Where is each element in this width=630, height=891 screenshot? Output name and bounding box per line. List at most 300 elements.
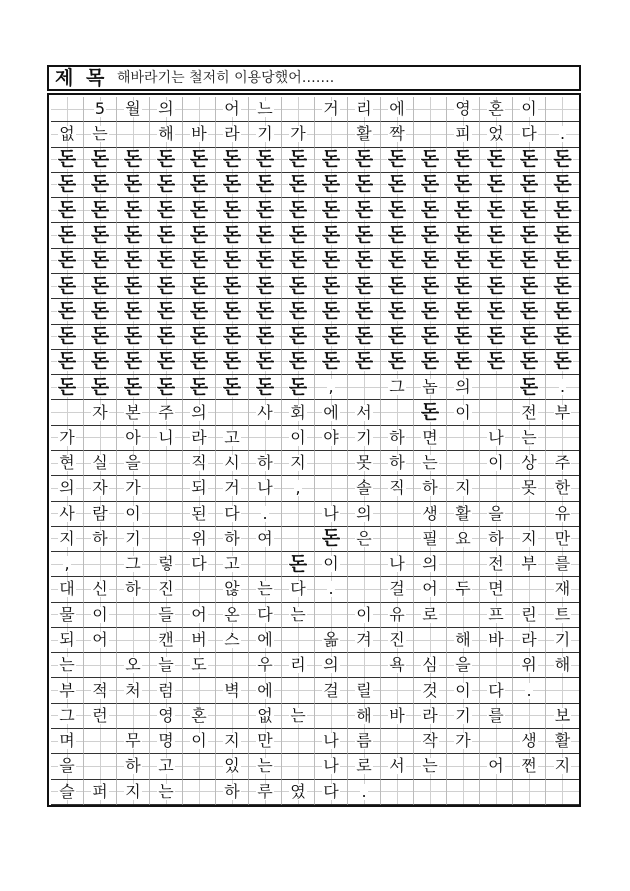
cell-character: 의 bbox=[356, 503, 372, 523]
cell-character: 있 bbox=[224, 756, 240, 776]
grid-cell bbox=[447, 653, 480, 678]
grid-cell bbox=[348, 754, 381, 779]
cell-character: 런 bbox=[92, 705, 108, 725]
grid-cell bbox=[117, 350, 150, 375]
grid-cell bbox=[216, 577, 249, 602]
grid-cell bbox=[51, 527, 84, 552]
cell-character: 돈 bbox=[321, 148, 341, 171]
cell-character: . bbox=[262, 503, 268, 523]
cell-character: 돈 bbox=[222, 375, 242, 398]
cell-character: 돈 bbox=[553, 198, 572, 221]
grid-cell bbox=[315, 299, 348, 324]
cell-character: 돈 bbox=[387, 299, 407, 322]
grid-cell bbox=[51, 451, 84, 476]
grid-cell bbox=[546, 148, 579, 173]
cell-character: 돈 bbox=[156, 198, 176, 221]
cell-character: 자 bbox=[92, 478, 108, 498]
cell-character: 물 bbox=[59, 604, 75, 624]
cell-character: 돈 bbox=[420, 299, 440, 322]
grid-cell bbox=[546, 122, 579, 147]
grid-cell bbox=[282, 198, 315, 223]
grid-cell bbox=[546, 653, 579, 678]
grid-cell bbox=[381, 502, 414, 527]
cell-character: 재 bbox=[554, 579, 571, 599]
cell-character: 만 bbox=[554, 528, 571, 548]
grid-cell bbox=[150, 527, 183, 552]
grid-cell bbox=[513, 223, 546, 248]
grid-cell bbox=[315, 729, 348, 754]
cell-character: 해 bbox=[158, 124, 174, 144]
cell-character: 기 bbox=[356, 427, 372, 447]
grid-cell bbox=[414, 148, 447, 173]
cell-character: 이 bbox=[92, 604, 108, 624]
cell-character: 돈 bbox=[189, 375, 209, 398]
grid-cell bbox=[216, 274, 249, 299]
grid-cell bbox=[546, 628, 579, 653]
grid-cell bbox=[183, 628, 216, 653]
cell-character: 돈 bbox=[189, 325, 209, 348]
grid-cell bbox=[216, 729, 249, 754]
grid-cell bbox=[117, 375, 150, 400]
cell-character: 돈 bbox=[189, 350, 209, 373]
grid-cell bbox=[315, 577, 348, 602]
cell-character: 돈 bbox=[553, 299, 572, 322]
grid-cell bbox=[447, 223, 480, 248]
grid-cell bbox=[480, 299, 513, 324]
cell-character: 돈 bbox=[222, 350, 242, 373]
cell-character: 돈 bbox=[255, 249, 275, 272]
cell-character: 보 bbox=[554, 705, 571, 725]
cell-character: 린 bbox=[521, 604, 537, 624]
grid-cell bbox=[381, 375, 414, 400]
cell-character: 것 bbox=[422, 680, 438, 700]
grid-cell bbox=[546, 476, 579, 501]
grid-cell bbox=[348, 451, 381, 476]
cell-character: 실 bbox=[92, 453, 108, 473]
cell-character: 다 bbox=[191, 554, 207, 574]
cell-character: 에 bbox=[323, 402, 339, 422]
grid-cell bbox=[216, 426, 249, 451]
cell-character: 돈 bbox=[189, 148, 209, 171]
cell-character: 걸 bbox=[323, 680, 339, 700]
cell-character: 처 bbox=[125, 680, 141, 700]
cell-character: 부 bbox=[554, 402, 571, 422]
cell-character: 돈 bbox=[453, 325, 473, 348]
grid-cell bbox=[447, 97, 480, 122]
grid-cell bbox=[315, 451, 348, 476]
grid-cell bbox=[84, 350, 117, 375]
cell-character: 돈 bbox=[486, 350, 506, 373]
grid-cell bbox=[84, 527, 117, 552]
grid-cell bbox=[348, 97, 381, 122]
cell-character: 돈 bbox=[486, 299, 506, 322]
grid-cell bbox=[117, 426, 150, 451]
cell-character: 이 bbox=[125, 503, 141, 523]
grid-cell bbox=[117, 148, 150, 173]
grid-cell bbox=[117, 451, 150, 476]
cell-character: 가 bbox=[59, 427, 75, 447]
grid-cell bbox=[249, 628, 282, 653]
cell-character: 위 bbox=[191, 528, 207, 548]
cell-character: 위 bbox=[521, 655, 537, 675]
cell-character: 캔 bbox=[158, 630, 174, 650]
cell-character: 다 bbox=[488, 680, 504, 700]
grid-cell bbox=[480, 400, 513, 425]
grid-cell bbox=[381, 198, 414, 223]
grid-cell bbox=[183, 223, 216, 248]
cell-character: 를 bbox=[488, 705, 504, 725]
grid-cell bbox=[183, 577, 216, 602]
grid-cell bbox=[282, 577, 315, 602]
grid-cell bbox=[282, 97, 315, 122]
cell-character: 하 bbox=[422, 478, 438, 498]
cell-character: 돈 bbox=[90, 249, 110, 272]
cell-character: 람 bbox=[92, 503, 108, 523]
grid-cell bbox=[249, 577, 282, 602]
grid-cell bbox=[546, 704, 579, 729]
cell-character: 돈 bbox=[321, 198, 341, 221]
cell-character: 루 bbox=[257, 781, 273, 801]
grid-cell bbox=[51, 274, 84, 299]
grid-cell bbox=[513, 249, 546, 274]
cell-character: 어 bbox=[488, 756, 504, 776]
grid-cell bbox=[480, 325, 513, 350]
grid-cell bbox=[216, 603, 249, 628]
grid-cell bbox=[117, 122, 150, 147]
cell-character: 는 bbox=[257, 756, 273, 776]
grid-cell bbox=[249, 375, 282, 400]
cell-character: 돈 bbox=[222, 198, 242, 221]
cell-character: 쩐 bbox=[521, 756, 537, 776]
cell-character: 돈 bbox=[189, 249, 209, 272]
grid-cell bbox=[414, 577, 447, 602]
cell-character: 돈 bbox=[453, 299, 473, 322]
grid-cell bbox=[117, 97, 150, 122]
cell-character: 의 bbox=[323, 655, 339, 675]
cell-character: 작 bbox=[422, 731, 438, 751]
grid-cell bbox=[117, 274, 150, 299]
cell-character: 돈 bbox=[354, 224, 374, 247]
grid-cell bbox=[546, 577, 579, 602]
cell-character: 돈 bbox=[321, 527, 341, 550]
cell-character: 을 bbox=[455, 655, 471, 675]
grid-cell bbox=[513, 754, 546, 779]
grid-cell bbox=[414, 223, 447, 248]
cell-character: 돈 bbox=[420, 325, 440, 348]
grid-cell bbox=[150, 754, 183, 779]
grid-cell bbox=[348, 299, 381, 324]
grid-cell bbox=[183, 780, 216, 805]
grid-cell bbox=[447, 198, 480, 223]
grid-cell bbox=[282, 628, 315, 653]
grid-cell bbox=[480, 603, 513, 628]
cell-character: 돈 bbox=[288, 299, 308, 322]
grid-cell bbox=[315, 173, 348, 198]
cell-character: 스 bbox=[224, 630, 240, 650]
grid-cell bbox=[117, 223, 150, 248]
cell-character: 지 bbox=[521, 528, 537, 548]
grid-cell bbox=[282, 325, 315, 350]
grid-cell bbox=[216, 173, 249, 198]
cell-character: 라 bbox=[224, 124, 240, 144]
cell-character: 벽 bbox=[224, 680, 240, 700]
cell-character: 5 bbox=[94, 99, 106, 119]
cell-character: 돈 bbox=[321, 249, 341, 272]
grid-cell bbox=[183, 603, 216, 628]
grid-cell bbox=[315, 780, 348, 805]
cell-character: 되 bbox=[59, 630, 75, 650]
grid-cell bbox=[315, 148, 348, 173]
cell-character: 지 bbox=[455, 478, 471, 498]
grid-cell bbox=[150, 678, 183, 703]
cell-character: 라 bbox=[422, 705, 438, 725]
cell-character: 되 bbox=[191, 478, 207, 498]
cell-character: 어 bbox=[224, 99, 240, 119]
manuscript-grid bbox=[51, 97, 579, 805]
grid-cell bbox=[150, 325, 183, 350]
grid-cell bbox=[480, 754, 513, 779]
cell-character: 해 bbox=[455, 630, 471, 650]
cell-character: 그 bbox=[389, 377, 405, 397]
grid-cell bbox=[414, 780, 447, 805]
grid-cell bbox=[216, 97, 249, 122]
grid-cell bbox=[414, 274, 447, 299]
cell-character: 혼 bbox=[488, 99, 504, 119]
grid-cell bbox=[183, 274, 216, 299]
cell-character: 버 bbox=[191, 630, 207, 650]
cell-character: 돈 bbox=[354, 173, 374, 196]
grid-cell bbox=[282, 148, 315, 173]
grid-cell bbox=[348, 426, 381, 451]
grid-cell bbox=[216, 552, 249, 577]
cell-character: 영 bbox=[455, 99, 471, 119]
cell-character: 명 bbox=[158, 731, 174, 751]
grid-cell bbox=[282, 274, 315, 299]
grid-cell bbox=[513, 527, 546, 552]
grid-cell bbox=[282, 527, 315, 552]
cell-character: 렇 bbox=[158, 554, 174, 574]
grid-cell bbox=[51, 299, 84, 324]
grid-cell bbox=[117, 678, 150, 703]
cell-character: 돈 bbox=[387, 274, 407, 297]
cell-character: 퍼 bbox=[92, 781, 108, 801]
cell-character: 돈 bbox=[288, 173, 308, 196]
grid-cell bbox=[348, 704, 381, 729]
grid-cell bbox=[216, 249, 249, 274]
cell-character: 활 bbox=[554, 731, 571, 751]
cell-character: 해 bbox=[554, 655, 571, 675]
cell-character: 돈 bbox=[222, 173, 242, 196]
grid-cell bbox=[447, 704, 480, 729]
grid-cell bbox=[315, 223, 348, 248]
cell-character: 돈 bbox=[553, 148, 572, 171]
cell-character: 하 bbox=[389, 453, 405, 473]
cell-character: 돈 bbox=[387, 224, 407, 247]
cell-character: 의 bbox=[191, 402, 207, 422]
cell-character: 월 bbox=[125, 99, 141, 119]
cell-character: 기 bbox=[125, 528, 141, 548]
grid-cell bbox=[480, 173, 513, 198]
cell-character: 돈 bbox=[486, 274, 506, 297]
grid-cell bbox=[513, 577, 546, 602]
cell-character: 을 bbox=[488, 503, 504, 523]
grid-cell bbox=[348, 502, 381, 527]
cell-character: 돈 bbox=[486, 148, 506, 171]
cell-character: 돈 bbox=[288, 198, 308, 221]
cell-character: 짝 bbox=[389, 124, 405, 144]
grid-cell bbox=[150, 426, 183, 451]
grid-cell bbox=[216, 653, 249, 678]
cell-character: 돈 bbox=[57, 274, 77, 297]
grid-cell bbox=[150, 704, 183, 729]
cell-character: 신 bbox=[92, 579, 108, 599]
grid-cell bbox=[282, 173, 315, 198]
grid-cell bbox=[51, 325, 84, 350]
cell-character: 돈 bbox=[519, 224, 539, 247]
cell-character: 어 bbox=[422, 579, 438, 599]
grid-cell bbox=[513, 653, 546, 678]
cell-character: 돈 bbox=[453, 249, 473, 272]
grid-cell bbox=[414, 754, 447, 779]
cell-character: 다 bbox=[521, 124, 537, 144]
grid-cell bbox=[480, 198, 513, 223]
grid-cell bbox=[216, 527, 249, 552]
grid-cell bbox=[150, 451, 183, 476]
cell-character: 는 bbox=[290, 705, 306, 725]
grid-cell bbox=[546, 603, 579, 628]
grid-cell bbox=[414, 426, 447, 451]
cell-character: 다 bbox=[257, 604, 273, 624]
grid-cell bbox=[480, 527, 513, 552]
cell-character: 돈 bbox=[354, 325, 374, 348]
grid-cell bbox=[51, 552, 84, 577]
grid-cell bbox=[447, 299, 480, 324]
grid-cell bbox=[51, 502, 84, 527]
grid-cell bbox=[282, 223, 315, 248]
cell-character: 겨 bbox=[356, 630, 372, 650]
cell-character: 돈 bbox=[123, 249, 143, 272]
grid-cell bbox=[282, 704, 315, 729]
cell-character: 적 bbox=[92, 680, 108, 700]
cell-character: 에 bbox=[257, 680, 273, 700]
cell-character: 돈 bbox=[321, 274, 341, 297]
grid-cell bbox=[348, 552, 381, 577]
grid-cell bbox=[216, 628, 249, 653]
cell-character: 하 bbox=[488, 528, 504, 548]
cell-character: 럼 bbox=[158, 680, 174, 700]
grid-cell bbox=[315, 527, 348, 552]
cell-character: 돈 bbox=[519, 148, 539, 171]
grid-cell bbox=[183, 552, 216, 577]
grid-cell bbox=[117, 299, 150, 324]
grid-cell bbox=[414, 451, 447, 476]
cell-character: 나 bbox=[323, 756, 339, 776]
cell-character: 바 bbox=[191, 124, 207, 144]
cell-character: . bbox=[328, 579, 334, 599]
cell-character: 돈 bbox=[222, 224, 242, 247]
cell-character: 돈 bbox=[255, 173, 275, 196]
grid-cell bbox=[249, 299, 282, 324]
grid-cell bbox=[381, 148, 414, 173]
grid-cell bbox=[282, 754, 315, 779]
grid-cell bbox=[150, 729, 183, 754]
cell-character: 돈 bbox=[222, 299, 242, 322]
grid-cell bbox=[348, 476, 381, 501]
grid-cell bbox=[315, 375, 348, 400]
grid-cell bbox=[216, 122, 249, 147]
grid-cell bbox=[183, 502, 216, 527]
grid-cell bbox=[117, 527, 150, 552]
grid-cell bbox=[348, 577, 381, 602]
cell-character: 그 bbox=[59, 705, 75, 725]
grid-cell bbox=[381, 223, 414, 248]
cell-character: 돈 bbox=[420, 198, 440, 221]
grid-cell bbox=[84, 502, 117, 527]
cell-character: 자 bbox=[92, 402, 108, 422]
cell-character: 돈 bbox=[288, 375, 308, 398]
cell-character: 돈 bbox=[288, 148, 308, 171]
grid-cell bbox=[216, 148, 249, 173]
grid-cell bbox=[150, 249, 183, 274]
cell-character: 돈 bbox=[288, 325, 308, 348]
cell-character: 유 bbox=[554, 503, 571, 523]
grid-cell bbox=[315, 122, 348, 147]
grid-cell bbox=[348, 249, 381, 274]
grid-cell bbox=[282, 678, 315, 703]
grid-cell bbox=[84, 729, 117, 754]
cell-character: 돈 bbox=[222, 249, 242, 272]
cell-character: 고 bbox=[224, 427, 240, 447]
cell-character: 하 bbox=[92, 528, 108, 548]
cell-character: 그 bbox=[125, 554, 141, 574]
cell-character: 전 bbox=[521, 402, 537, 422]
grid-cell bbox=[150, 780, 183, 805]
grid-cell bbox=[84, 678, 117, 703]
cell-character: 다 bbox=[224, 503, 240, 523]
cell-character: 직 bbox=[389, 478, 405, 498]
cell-character: 돈 bbox=[255, 274, 275, 297]
grid-cell bbox=[348, 173, 381, 198]
cell-character: 의 bbox=[59, 478, 75, 498]
grid-cell bbox=[348, 653, 381, 678]
grid-cell bbox=[381, 476, 414, 501]
cell-character: 이 bbox=[323, 554, 339, 574]
grid-cell bbox=[381, 628, 414, 653]
grid-cell bbox=[480, 780, 513, 805]
cell-character: . bbox=[559, 377, 566, 397]
cell-character: 돈 bbox=[222, 325, 242, 348]
title-label: 제 목 bbox=[55, 67, 108, 89]
cell-character: 심 bbox=[422, 655, 438, 675]
grid-cell bbox=[513, 299, 546, 324]
grid-cell bbox=[447, 754, 480, 779]
grid-cell bbox=[150, 502, 183, 527]
grid-cell bbox=[447, 400, 480, 425]
cell-character: 하 bbox=[224, 781, 240, 801]
cell-character: 는 bbox=[521, 427, 537, 447]
cell-character: 돈 bbox=[57, 148, 77, 171]
cell-character: 돈 bbox=[354, 350, 374, 373]
grid-cell bbox=[183, 249, 216, 274]
grid-cell bbox=[249, 400, 282, 425]
grid-cell bbox=[447, 502, 480, 527]
grid-cell bbox=[150, 223, 183, 248]
grid-cell bbox=[84, 552, 117, 577]
cell-character: 가 bbox=[125, 478, 141, 498]
cell-character: 의 bbox=[455, 377, 471, 397]
cell-character: 지 bbox=[125, 781, 141, 801]
cell-character: 돈 bbox=[354, 148, 374, 171]
